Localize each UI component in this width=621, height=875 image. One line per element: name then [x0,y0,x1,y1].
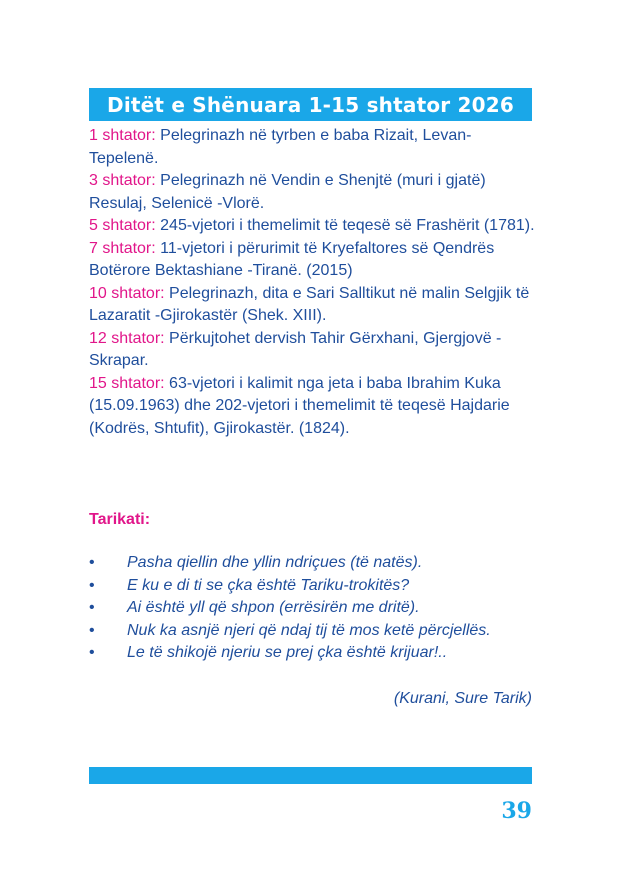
event-text: Përkujtohet dervish Tahir Gërxhani, Gjergjovë - Skrapar. [89,329,502,369]
verse-text: Nuk ka asnjë njeri që ndaj tij të mos ketë përcjellës. [127,621,491,639]
event-text: Pelegrinazh në Vendin e Shenjtë (muri i gjatë) Resulaj, Selenicë -Vlorë. [89,172,486,212]
event-date: 7 shtator: [89,239,156,257]
event-date: 5 shtator: [89,217,156,234]
event-date: 10 shtator: [89,284,165,302]
event-entry [89,238,539,283]
event-date: 15 shtator: [89,374,165,392]
verse-text: Pasha qiellin dhe yllin ndriçues (të natës). [127,554,423,571]
event-date: 12 shtator: [89,329,165,347]
verse-item [89,552,532,575]
event-entry [89,373,539,441]
bullet-icon: • [89,599,95,616]
verse-text: Ai është yll që shpon (errësirën me dritë). [127,599,420,616]
bullet-icon: • [89,621,95,639]
section-title-tarikati: Tarikati: [89,511,151,528]
event-entry [89,170,539,215]
event-entry [89,283,539,328]
event-text: Pelegrinazh në tyrben e baba Rizait, Levan-Tepelenë. [89,127,472,167]
footer-bar [89,767,532,784]
verse-text: Le të shikojë njeriu se prej çka është krijuar!.. [127,644,448,661]
verse-item [89,642,532,665]
event-text: 11-vjetori i përurimit të Kryefaltores së Qendrës Botërore Bektashiane -Tiranë. (2015) [89,239,495,279]
verse-item [89,597,532,620]
event-text: Pelegrinazh, dita e Sari Salltikut në malin Selgjik të Lazaratit -Gjirokastër (Shek. XIII). [89,284,530,324]
event-entry [89,125,539,170]
verse-text: E ku e di ti se çka është Tariku-trokitës? [127,576,410,594]
event-text: 63-vjetori i kalimit nga jeta i baba Ibrahim Kuka (15.09.1963) dhe 202-vjetori i themelimit të teqesë Hajdarie (Kodrës, Shtufit), Gjirokastër. (1824). [89,374,510,437]
quote-source: (Kurani, Sure Tarik) [393,690,532,707]
event-text: 245-vjetori i themelimit të teqesë së Frashërit (1781). [155,217,535,234]
event-entry [89,328,539,373]
bullet-icon: • [89,554,95,571]
event-date: 1 shtator: [89,127,156,144]
event-date: 3 shtator: [89,172,156,189]
event-entry [89,215,539,238]
page-number: 39 [501,798,532,824]
page-header-bar [89,88,532,121]
events-list [89,125,539,440]
bullet-icon: • [89,644,95,661]
page-title: Ditët e Shënuara 1-15 shtator 2026 [107,92,514,117]
bullet-icon: • [89,576,95,594]
verse-list [89,552,532,665]
verse-item [89,620,532,643]
verse-item [89,575,532,598]
